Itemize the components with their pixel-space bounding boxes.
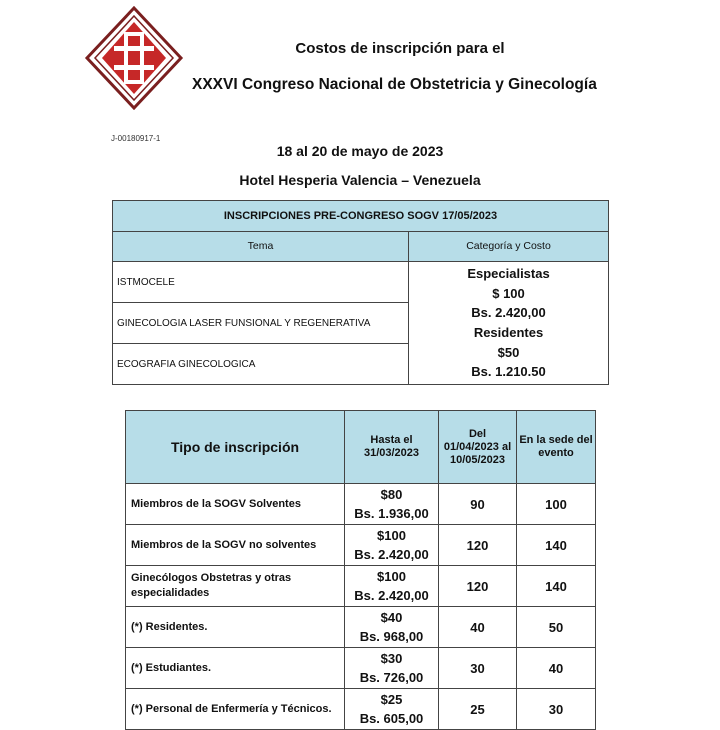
header-periodo3: En la sede del evento [517, 411, 596, 484]
table-row [126, 525, 596, 566]
precongreso-title: INSCRIPCIONES PRE-CONGRESO SOGV 17/05/2023 [113, 201, 609, 232]
periodo2-cell: 90 [439, 484, 517, 525]
costo-line: $50 [497, 344, 520, 360]
periodo2-cell: 40 [439, 607, 517, 648]
usd-value: $100 [377, 569, 406, 584]
periodo2-cell: 25 [439, 689, 517, 730]
cost-cell [345, 566, 439, 607]
costo-line: Residentes [473, 325, 544, 340]
periodo3-cell: 40 [517, 648, 596, 689]
bs-value: Bs. 968,00 [359, 629, 424, 644]
tipo-cell: (*) Estudiantes. [126, 648, 345, 689]
table-row [126, 566, 596, 607]
tipo-cell: Miembros de la SOGV Solventes [126, 484, 345, 525]
logo-caption: J-00180917-1 [111, 134, 161, 143]
categoria-costo-cell [409, 262, 609, 385]
bs-value: Bs. 2.420,00 [354, 588, 429, 603]
usd-value: $25 [380, 692, 403, 707]
usd-value: $100 [377, 528, 406, 543]
header-tipo: Tipo de inscripción [126, 411, 345, 484]
precongreso-table [112, 200, 609, 385]
periodo3-cell: 140 [517, 566, 596, 607]
header-periodo1: Hasta el 31/03/2023 [345, 411, 439, 484]
periodo3-cell: 140 [517, 525, 596, 566]
cost-cell [345, 525, 439, 566]
periodo2-cell: 120 [439, 525, 517, 566]
costo-line: Especialistas [467, 266, 550, 282]
event-title: XXXVI Congreso Nacional de Obstetricia y Ginecología [192, 76, 597, 93]
tipo-cell: Ginecólogos Obstetras y otras especialidades [126, 566, 345, 607]
table-row [126, 689, 596, 730]
bs-value: Bs. 2.420,00 [354, 547, 429, 562]
tipo-cell: Miembros de la SOGV no solventes [126, 525, 345, 566]
event-dates: 18 al 20 de mayo de 2023 [276, 143, 444, 159]
inscripcion-table [125, 410, 596, 730]
usd-value: $30 [380, 651, 403, 666]
periodo3-cell: 50 [517, 607, 596, 648]
page-title: Costos de inscripción para el [295, 40, 505, 57]
bs-value: Bs. 605,00 [359, 711, 424, 726]
tipo-cell: (*) Personal de Enfermería y Técnicos. [126, 689, 345, 730]
usd-value: $80 [380, 487, 403, 502]
periodo3-cell: 30 [517, 689, 596, 730]
cost-cell [345, 484, 439, 525]
cost-cell [345, 689, 439, 730]
event-venue: Hotel Hesperia Valencia – Venezuela [239, 172, 481, 188]
periodo2-cell: 30 [439, 648, 517, 689]
cost-cell [345, 607, 439, 648]
table-row [126, 648, 596, 689]
periodo2-cell: 120 [439, 566, 517, 607]
bs-value: Bs. 726,00 [359, 670, 424, 685]
tipo-cell: (*) Residentes. [126, 607, 345, 648]
col-tema-header: Tema [113, 232, 409, 262]
sogv-logo [84, 6, 184, 110]
col-categoria-header: Categoría y Costo [409, 232, 609, 262]
costo-line: Bs. 1.210.50 [471, 364, 546, 380]
bs-value: Bs. 1.936,00 [354, 506, 429, 521]
tema-cell: GINECOLOGIA LASER FUNSIONAL Y REGENERATIVA [113, 303, 409, 344]
tema-cell: ECOGRAFIA GINECOLOGICA [113, 344, 409, 385]
header-periodo2: Del 01/04/2023 al 10/05/2023 [439, 411, 517, 484]
tema-cell: ISTMOCELE [113, 262, 409, 303]
costo-line: $ 100 [492, 285, 525, 301]
cost-cell [345, 648, 439, 689]
table-row [126, 484, 596, 525]
costo-line: Bs. 2.420,00 [471, 305, 546, 321]
periodo3-cell: 100 [517, 484, 596, 525]
table-row [126, 607, 596, 648]
usd-value: $40 [380, 610, 403, 625]
